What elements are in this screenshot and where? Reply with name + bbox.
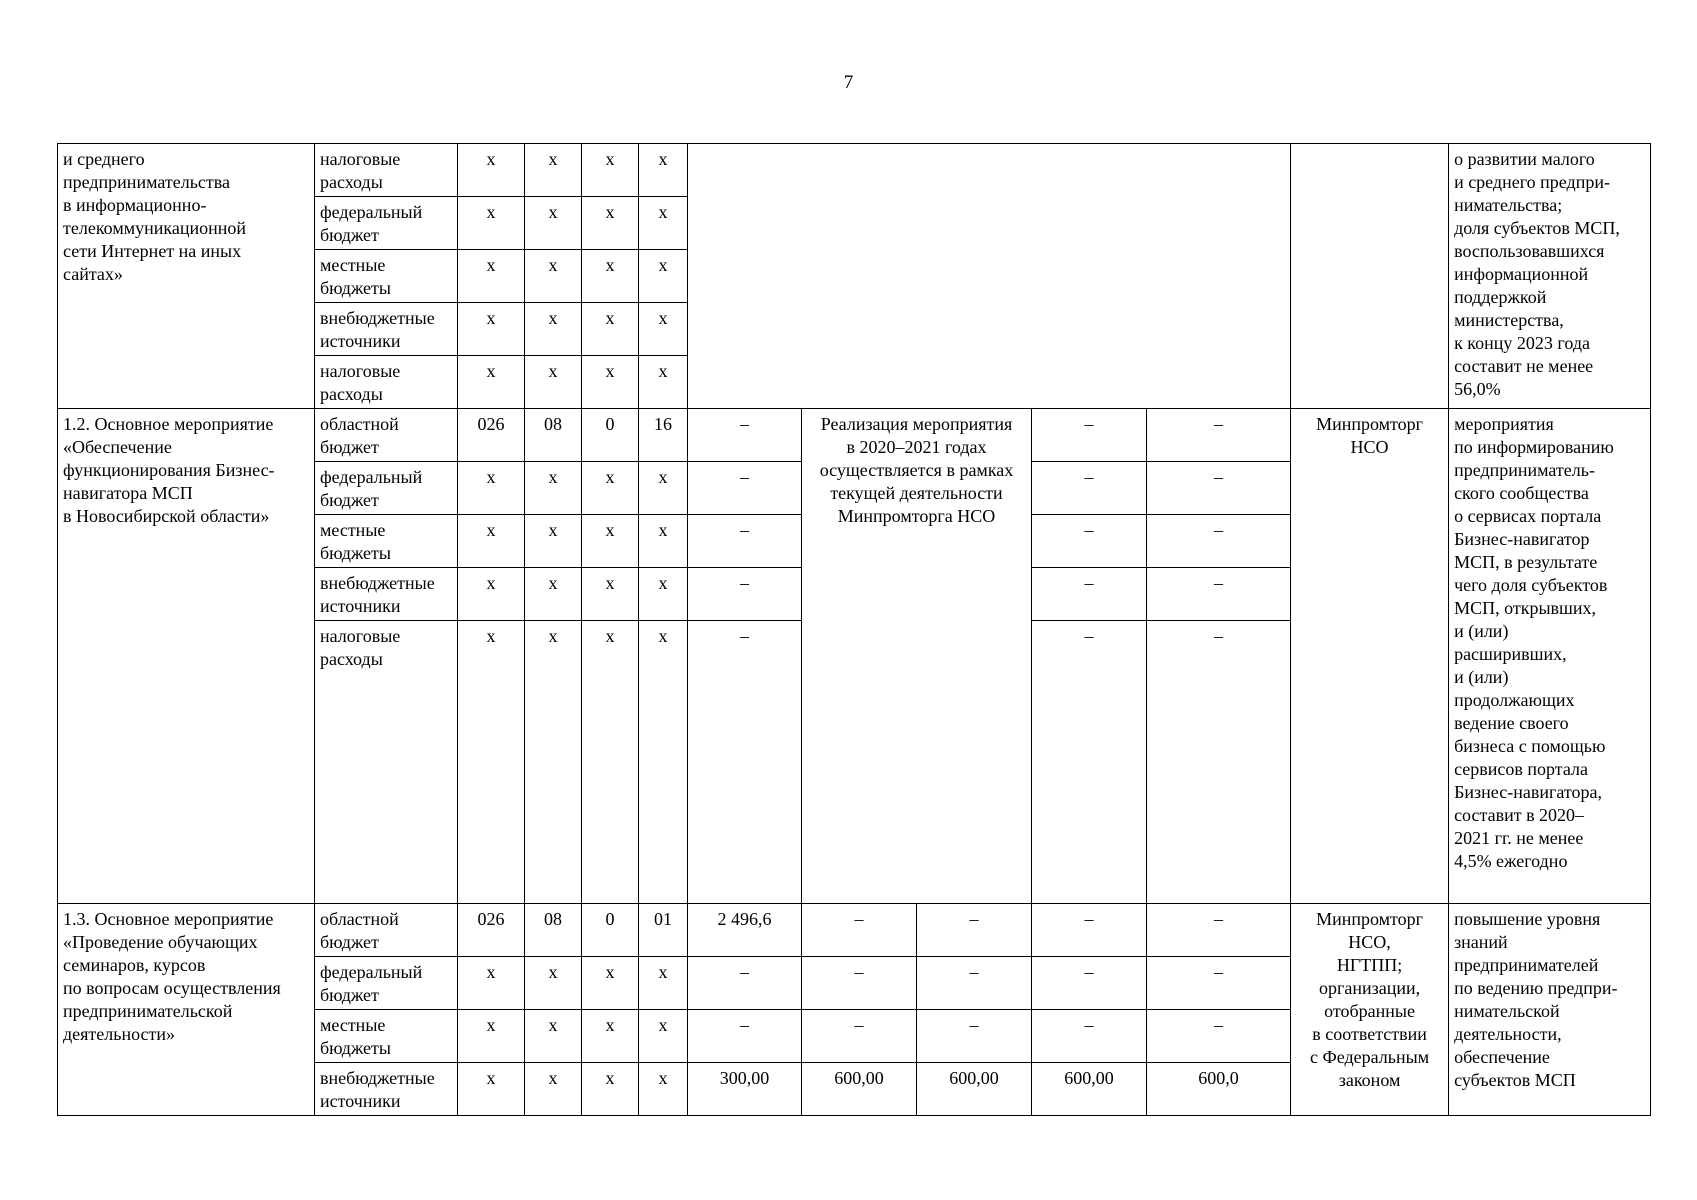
code-section: х bbox=[525, 462, 582, 515]
amount-year-2: – bbox=[802, 904, 917, 957]
funding-source: местные бюджеты bbox=[315, 250, 458, 303]
code-section: х bbox=[525, 250, 582, 303]
amount-year-5: – bbox=[1147, 462, 1291, 515]
amount-year-1: – bbox=[688, 1010, 802, 1063]
funding-source: местные бюджеты bbox=[315, 515, 458, 568]
activity-name: 1.2. Основное мероприятие «Обеспечение функционирования Бизнес- навигатора МСП в Новосибирской области» bbox=[58, 409, 315, 904]
code-grbs: х bbox=[458, 568, 525, 621]
code-section: х bbox=[525, 1010, 582, 1063]
code-section: х bbox=[525, 957, 582, 1010]
code-item: х bbox=[639, 250, 688, 303]
amount-year-1: – bbox=[688, 568, 802, 621]
amount-year-1: 300,00 bbox=[688, 1063, 802, 1116]
amount-year-4: – bbox=[1032, 621, 1147, 904]
code-grbs: х bbox=[458, 1063, 525, 1116]
amount-year-1: – bbox=[688, 409, 802, 462]
amount-year-3: 600,00 bbox=[917, 1063, 1032, 1116]
executor: Минпромторг НСО bbox=[1291, 409, 1449, 904]
table-row bbox=[58, 904, 1651, 957]
funding-source: налоговые расходы bbox=[315, 621, 458, 904]
amount-year-1: – bbox=[688, 515, 802, 568]
code-section: х bbox=[525, 303, 582, 356]
code-item: х bbox=[639, 515, 688, 568]
amount-year-5: 600,0 bbox=[1147, 1063, 1291, 1116]
code-subsection: х bbox=[582, 303, 639, 356]
amount-year-4: – bbox=[1032, 409, 1147, 462]
code-grbs: х bbox=[458, 515, 525, 568]
funding-source: областной бюджет bbox=[315, 409, 458, 462]
code-subsection: 0 bbox=[582, 409, 639, 462]
table-row bbox=[58, 144, 1651, 197]
funding-source: федеральный бюджет bbox=[315, 957, 458, 1010]
code-grbs: х bbox=[458, 144, 525, 197]
code-subsection: х bbox=[582, 515, 639, 568]
funding-source: внебюджетные источники bbox=[315, 303, 458, 356]
code-subsection: х bbox=[582, 1010, 639, 1063]
amount-year-1: 2 496,6 bbox=[688, 904, 802, 957]
funding-source: областной бюджет bbox=[315, 904, 458, 957]
code-item: х bbox=[639, 303, 688, 356]
code-item: х bbox=[639, 621, 688, 904]
activity-name: и среднего предпринимательства в информационно- телекоммуникационной сети Интернет на иных сайтах» bbox=[58, 144, 315, 409]
amount-year-3: – bbox=[917, 904, 1032, 957]
funding-source: налоговые расходы bbox=[315, 144, 458, 197]
amount-year-5: – bbox=[1147, 568, 1291, 621]
amount-year-4: – bbox=[1032, 515, 1147, 568]
code-section: х bbox=[525, 1063, 582, 1116]
code-grbs: х bbox=[458, 957, 525, 1010]
funding-source: федеральный бюджет bbox=[315, 462, 458, 515]
code-section: х bbox=[525, 356, 582, 409]
code-section: х bbox=[525, 568, 582, 621]
amount-year-1: – bbox=[688, 957, 802, 1010]
code-section: х bbox=[525, 144, 582, 197]
program-activities-table bbox=[57, 143, 1651, 1116]
amount-year-2: 600,00 bbox=[802, 1063, 917, 1116]
code-item: х bbox=[639, 1063, 688, 1116]
code-grbs: 026 bbox=[458, 904, 525, 957]
code-subsection: х bbox=[582, 957, 639, 1010]
funding-source: налоговые расходы bbox=[315, 356, 458, 409]
code-subsection: х bbox=[582, 621, 639, 904]
code-section: 08 bbox=[525, 904, 582, 957]
activity-name: 1.3. Основное мероприятие «Проведение обучающих семинаров, курсов по вопросам осуществления предпринимательской деятельности» bbox=[58, 904, 315, 1116]
amount-year-1: – bbox=[688, 462, 802, 515]
table-row bbox=[58, 409, 1651, 462]
code-subsection: х bbox=[582, 462, 639, 515]
amount-year-3: – bbox=[917, 957, 1032, 1010]
expected-result: повышение уровня знаний предпринимателей по ведению предпри- нимательской деятельности, обеспечение субъектов МСП bbox=[1449, 904, 1651, 1116]
code-item: х bbox=[639, 1010, 688, 1063]
code-item: 01 bbox=[639, 904, 688, 957]
code-subsection: х bbox=[582, 1063, 639, 1116]
code-item: х bbox=[639, 568, 688, 621]
code-subsection: х bbox=[582, 568, 639, 621]
code-section: х bbox=[525, 621, 582, 904]
funding-source: местные бюджеты bbox=[315, 1010, 458, 1063]
code-section: х bbox=[525, 515, 582, 568]
code-grbs: 026 bbox=[458, 409, 525, 462]
amount-year-3: – bbox=[917, 1010, 1032, 1063]
amount-year-5: – bbox=[1147, 515, 1291, 568]
amount-year-5: – bbox=[1147, 1010, 1291, 1063]
code-item: 16 bbox=[639, 409, 688, 462]
page-number: 7 bbox=[843, 72, 854, 93]
code-item: х bbox=[639, 197, 688, 250]
code-subsection: х bbox=[582, 356, 639, 409]
amount-year-4: – bbox=[1032, 462, 1147, 515]
amount-year-1: – bbox=[688, 621, 802, 904]
code-grbs: х bbox=[458, 197, 525, 250]
amount-year-5: – bbox=[1147, 409, 1291, 462]
amounts-empty-cell bbox=[688, 144, 1291, 409]
amount-year-5: – bbox=[1147, 621, 1291, 904]
amount-year-4: – bbox=[1032, 904, 1147, 957]
code-grbs: х bbox=[458, 1010, 525, 1063]
code-item: х bbox=[639, 144, 688, 197]
amount-year-4: – bbox=[1032, 957, 1147, 1010]
executor-empty-cell bbox=[1291, 144, 1449, 409]
code-item: х bbox=[639, 462, 688, 515]
amount-year-5: – bbox=[1147, 957, 1291, 1010]
code-grbs: х bbox=[458, 462, 525, 515]
code-subsection: х bbox=[582, 250, 639, 303]
amount-year-5: – bbox=[1147, 904, 1291, 957]
expected-result: мероприятия по информированию предприниматель- ского сообщества о сервисах портала Бизнес-навигатор МСП, в результате чего доля субъектов МСП, открывших, и (или) расширивших, и (или) продолжающих ведение своего бизнеса с помощью сервисов портала Бизнес-навигатора, составит в 2020– 2021 гг. не менее 4,5% ежегодно bbox=[1449, 409, 1651, 904]
funding-source: внебюджетные источники bbox=[315, 1063, 458, 1116]
funding-source: внебюджетные источники bbox=[315, 568, 458, 621]
implementation-note: Реализация мероприятия в 2020–2021 годах осуществляется в рамках текущей деятельности Минпромторга НСО bbox=[802, 409, 1032, 904]
amount-year-4: – bbox=[1032, 1010, 1147, 1063]
code-grbs: х bbox=[458, 303, 525, 356]
code-grbs: х bbox=[458, 250, 525, 303]
executor: Минпромторг НСО, НГТПП; организации, отобранные в соответствии с Федеральным законом bbox=[1291, 904, 1449, 1116]
code-section: 08 bbox=[525, 409, 582, 462]
amount-year-2: – bbox=[802, 1010, 917, 1063]
code-subsection: х bbox=[582, 144, 639, 197]
code-section: х bbox=[525, 197, 582, 250]
code-subsection: х bbox=[582, 197, 639, 250]
amount-year-4: – bbox=[1032, 568, 1147, 621]
code-item: х bbox=[639, 957, 688, 1010]
amount-year-2: – bbox=[802, 957, 917, 1010]
amount-year-4: 600,00 bbox=[1032, 1063, 1147, 1116]
code-grbs: х bbox=[458, 356, 525, 409]
expected-result: о развитии малого и среднего предпри- нимательства; доля субъектов МСП, воспользовавшихся информационной поддержкой министерства, к концу 2023 года составит не менее 56,0% bbox=[1449, 144, 1651, 409]
code-grbs: х bbox=[458, 621, 525, 904]
code-subsection: 0 bbox=[582, 904, 639, 957]
code-item: х bbox=[639, 356, 688, 409]
funding-source: федеральный бюджет bbox=[315, 197, 458, 250]
